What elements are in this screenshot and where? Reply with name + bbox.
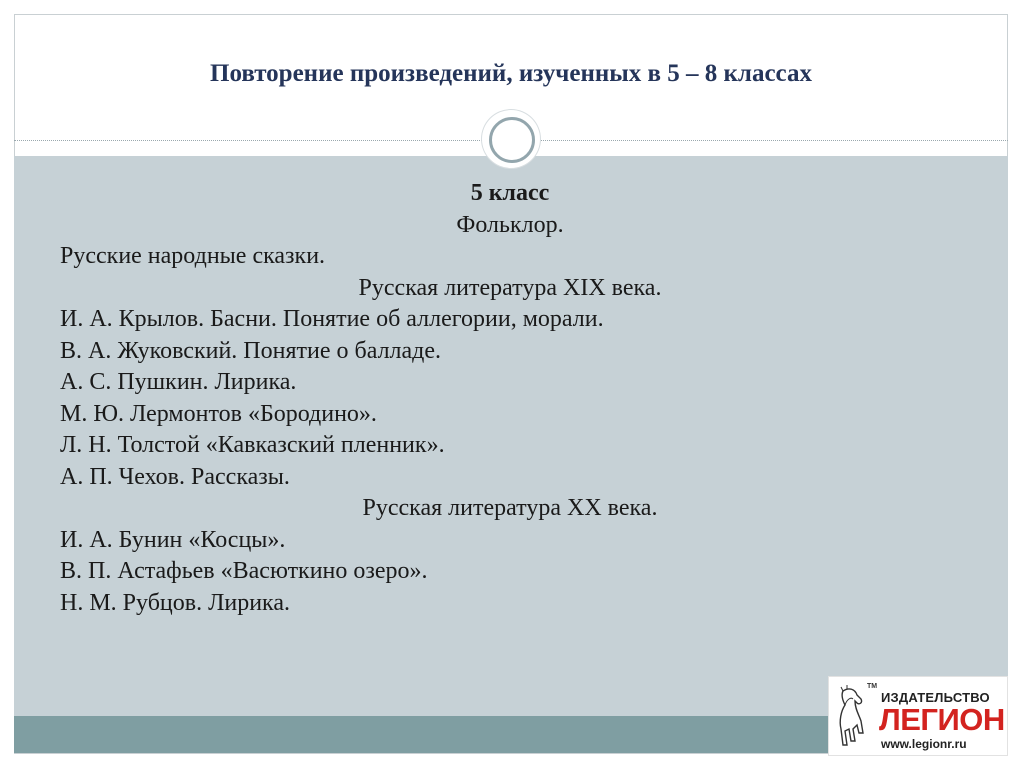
publisher-logo — [828, 676, 1008, 756]
slide-title: Повторение произведений, изученных в 5 – 8 классах — [210, 60, 812, 87]
horse-icon — [835, 685, 871, 751]
list-item: Н. М. Рубцов. Лирика. — [60, 589, 291, 616]
content-list — [60, 178, 960, 619]
list-item: В. П. Астафьев «Васюткино озеро». — [60, 558, 428, 584]
section-heading: 5 класс — [470, 180, 550, 206]
list-item: А. П. Чехов. Рассказы. — [60, 463, 290, 490]
subsection-heading: Фольклор. — [456, 211, 564, 238]
list-item: В. А. Жуковский. Понятие о балладе. — [60, 337, 442, 364]
list-item: Русские народные сказки. — [60, 243, 326, 269]
logo-url: www.legionr.ru — [881, 737, 967, 751]
ring-ornament-icon — [482, 110, 540, 168]
logo-brand-name: ЛЕГИОН — [879, 702, 1005, 737]
logo-publisher-label: ИЗДАТЕЛЬСТВО — [881, 690, 990, 705]
subsection-heading: Русская литература XIX века. — [358, 274, 662, 301]
list-item: М. Ю. Лермонтов «Бородино». — [60, 400, 377, 427]
list-item: И. А. Крылов. Басни. Понятие об аллегории, морали. — [60, 306, 604, 332]
list-item: А. С. Пушкин. Лирика. — [60, 369, 297, 395]
list-item: И. А. Бунин «Косцы». — [60, 526, 286, 553]
list-item: Л. Н. Толстой «Кавказский пленник». — [60, 432, 445, 458]
subsection-heading: Русская литература XX века. — [362, 495, 658, 521]
trademark-mark: TM — [867, 683, 878, 690]
